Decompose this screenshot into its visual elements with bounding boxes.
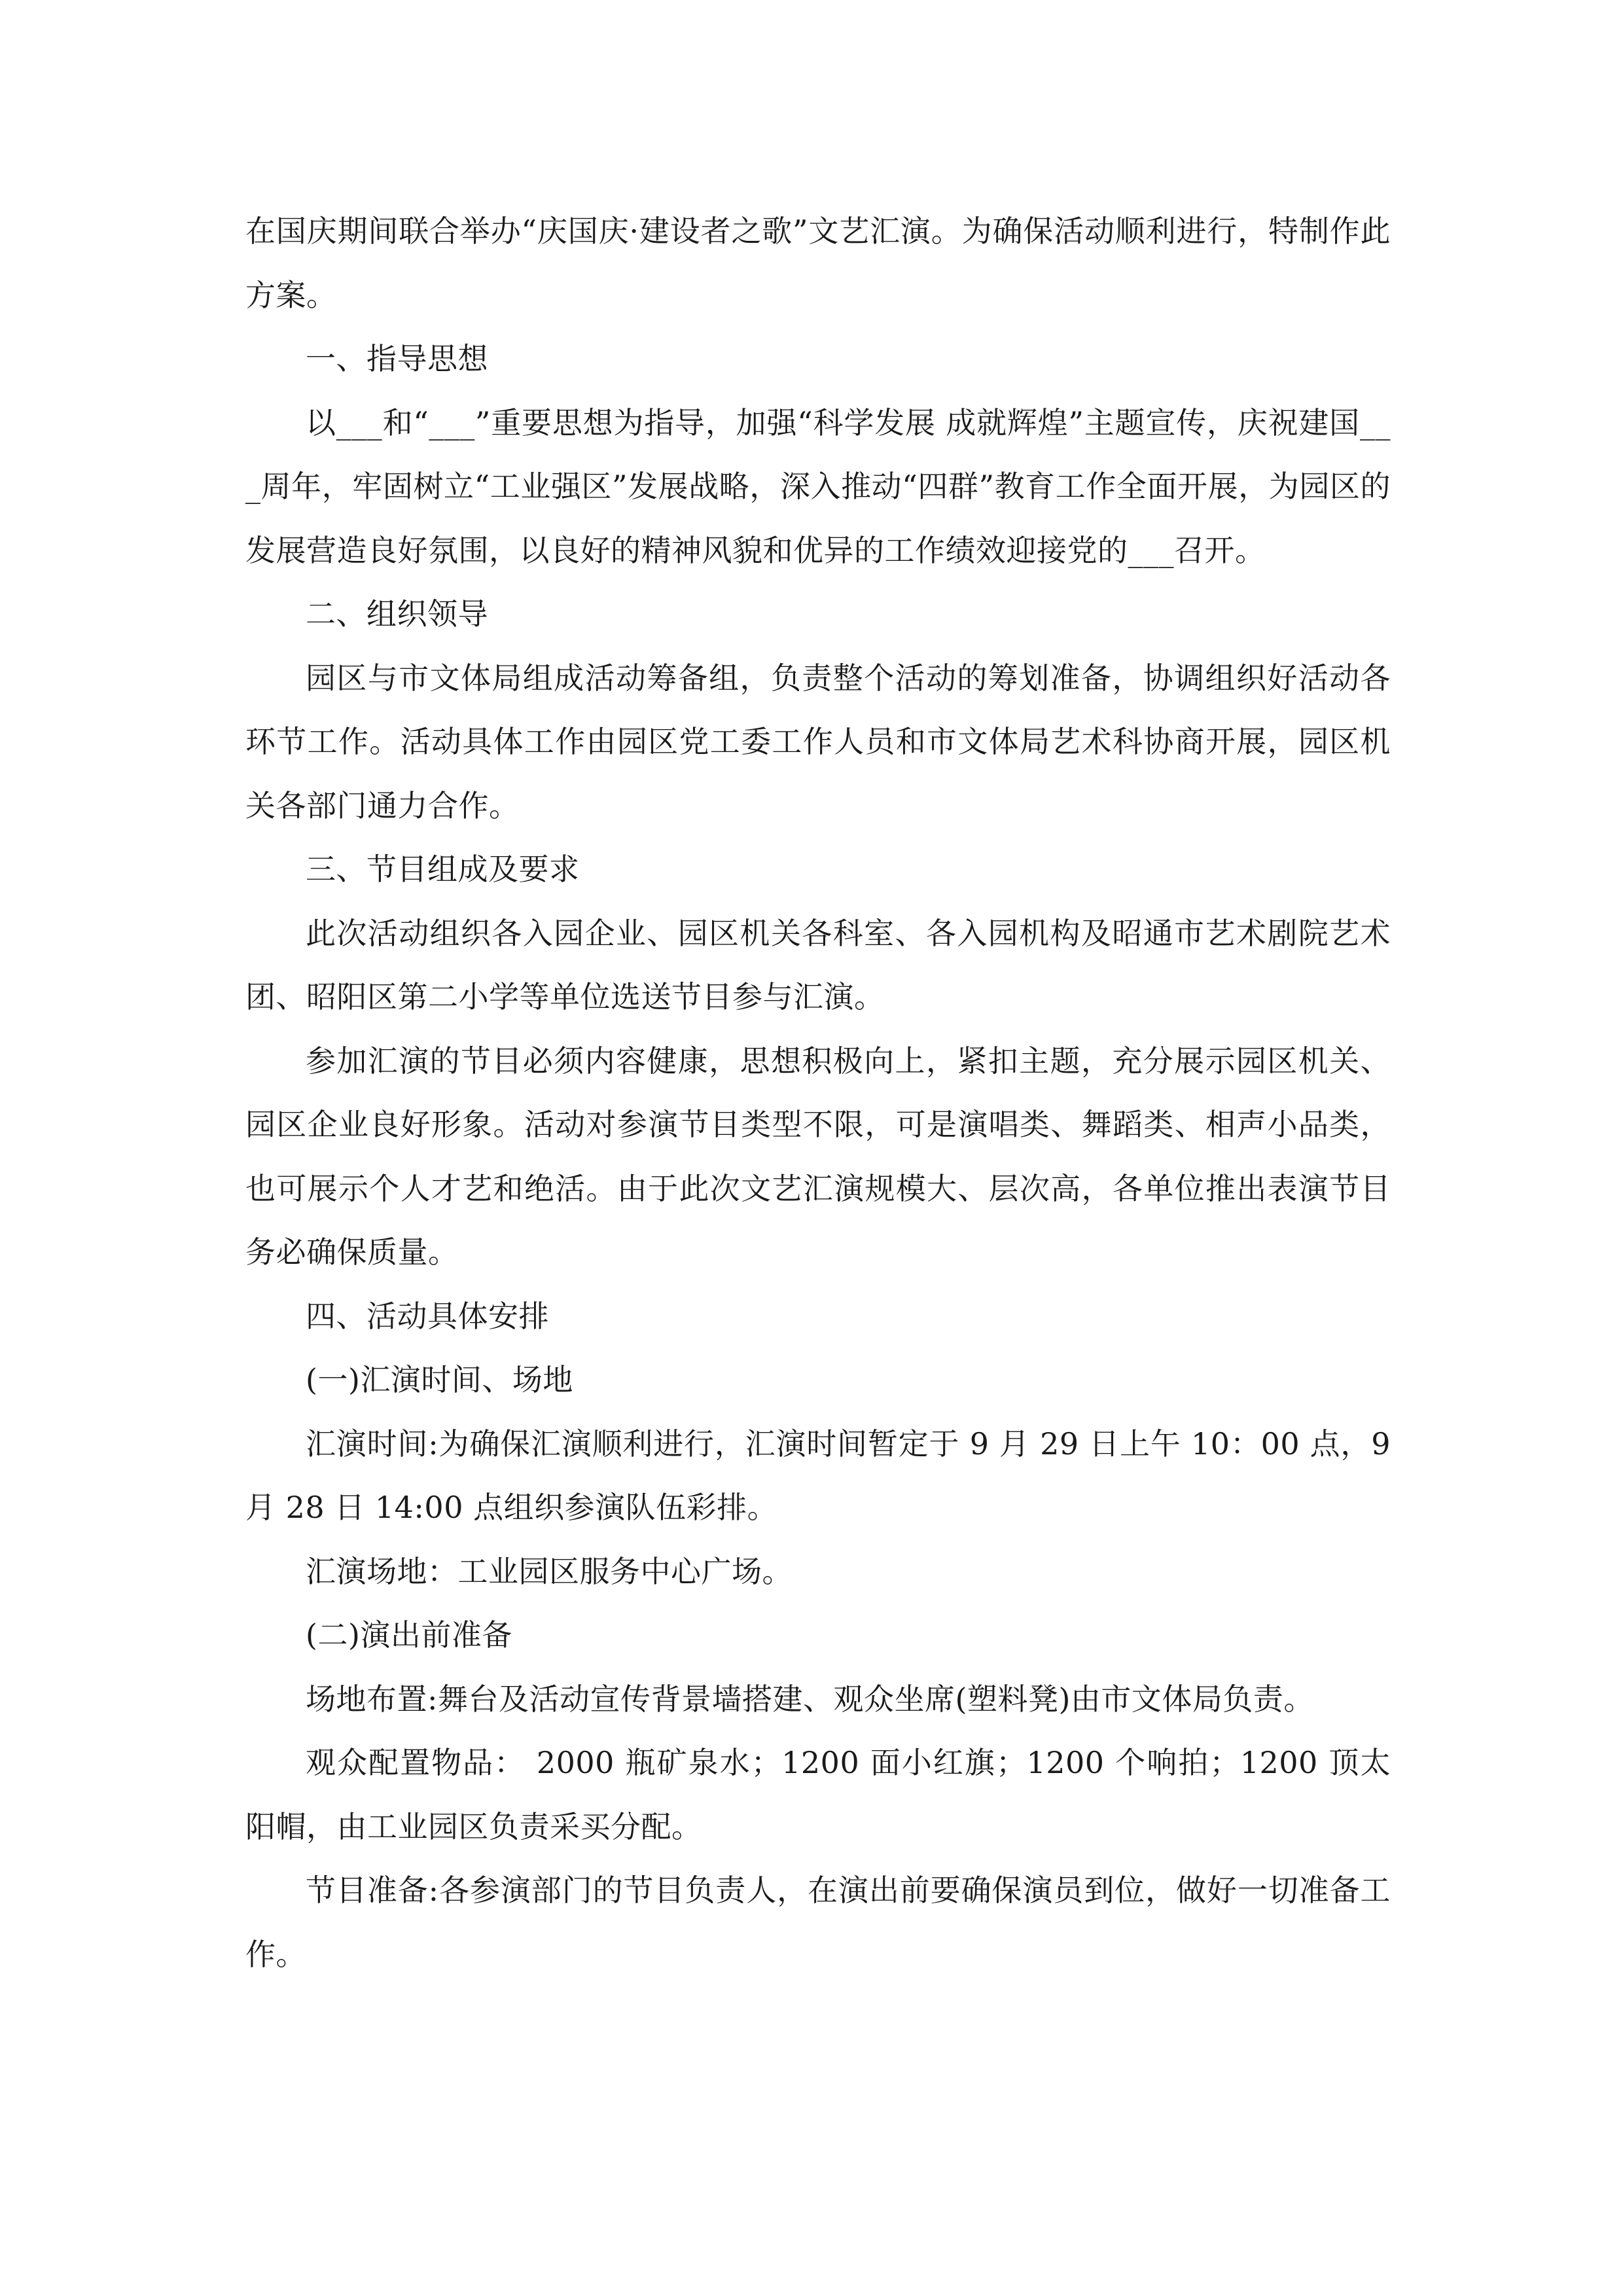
paragraph-guiding-ideology: 以___和“___”重要思想为指导，加强“科学发展 成就辉煌”主题宣传，庆祝建国___周年，牢固树立“工业强区”发展战略，深入推动“四群”教育工作全面开展，为园区的发展营造良好氛围，以良好的精神风貌和优异的工作绩效迎接党的___召开。 [245, 404, 1391, 568]
paragraph-performance-venue: 汇演场地：工业园区服务中心广场。 [306, 1553, 793, 1589]
section-heading-program-requirements: 三、节目组成及要求 [306, 852, 580, 887]
subsection-heading-preparation: (二)演出前准备 [306, 1617, 512, 1653]
paragraph-venue-setup: 场地布置:舞台及活动宣传背景墙搭建、观众坐席(塑料凳)由市文体局负责。 [306, 1681, 1314, 1717]
paragraph-organization: 园区与市文体局组成活动筹备组，负责整个活动的筹划准备，协调组织好活动各环节工作。活动具体工作由园区党工委工作人员和市文体局艺术科协商开展，园区机关各部门通力合作。 [245, 660, 1391, 823]
section-heading-arrangements: 四、活动具体安排 [306, 1298, 549, 1334]
paragraph-program-requirements: 参加汇演的节目必须内容健康，思想积极向上，紧扣主题，充分展示园区机关、园区企业良好形象。活动对参演节目类型不限，可是演唱类、舞蹈类、相声小品类，也可展示个人才艺和绝活。由于此次文艺汇演规模大、层次高，各单位推出表演节目务必确保质量。 [245, 1043, 1391, 1270]
paragraph-program-preparation: 节目准备:各参演部门的节目负责人，在演出前要确保演员到位，做好一切准备工作。 [245, 1873, 1391, 1972]
intro-paragraph: 在国庆期间联合举办“庆国庆·建设者之歌”文艺汇演。为确保活动顺利进行，特制作此方案。 [245, 213, 1391, 313]
subsection-heading-time-venue: (一)汇演时间、场地 [306, 1362, 573, 1397]
document-body [245, 200, 1391, 1986]
paragraph-program-participants: 此次活动组织各入园企业、园区机关各科室、各入园机构及昭通市艺术剧院艺术团、昭阳区第二小学等单位选送节目参与汇演。 [245, 915, 1391, 1014]
paragraph-performance-time: 汇演时间:为确保汇演顺利进行，汇演时间暂定于 9 月 29 日上午 10：00 点，9 月 28 日 14:00 点组织参演队伍彩排。 [245, 1426, 1391, 1525]
paragraph-audience-items: 观众配置物品： 2000 瓶矿泉水；1200 面小红旗；1200 个响拍；1200 顶太阳帽，由工业园区负责采买分配。 [245, 1745, 1391, 1844]
section-heading-guiding-ideology: 一、指导思想 [306, 341, 488, 376]
section-heading-organization: 二、组织领导 [306, 596, 488, 632]
